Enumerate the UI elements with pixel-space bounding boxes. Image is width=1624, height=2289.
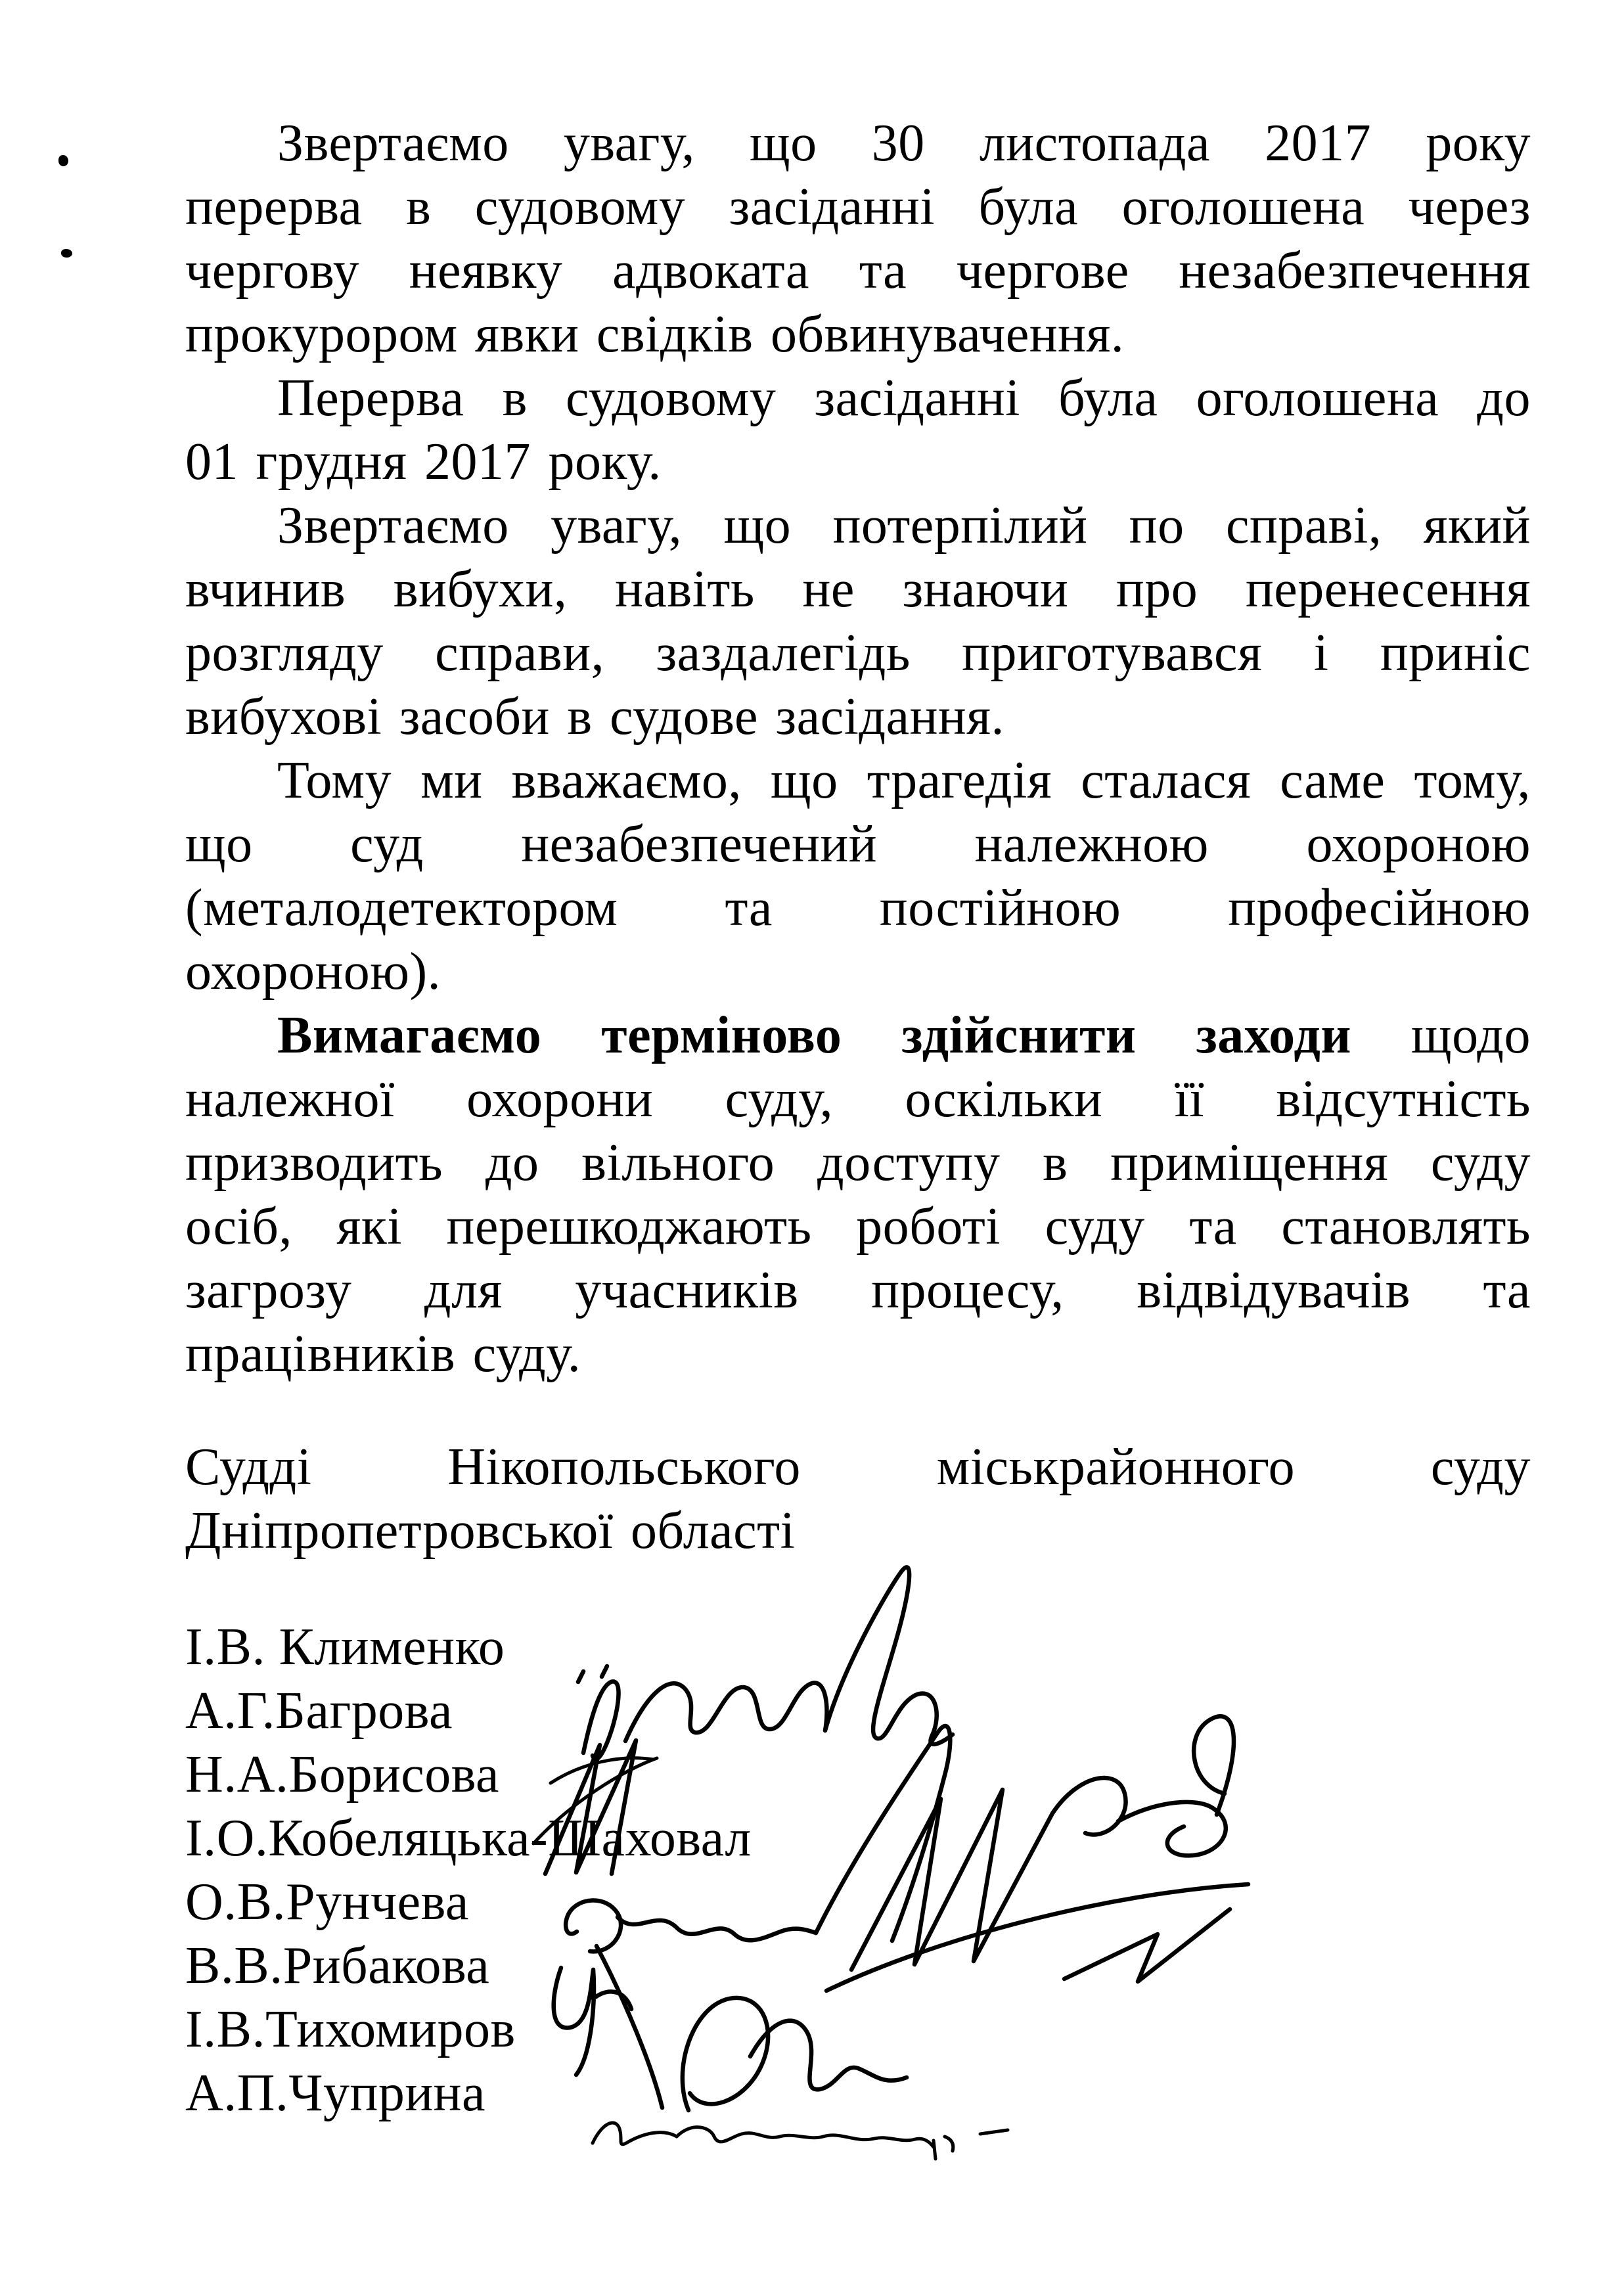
text-segment: працівників суду.	[185, 1325, 581, 1383]
judge-name: В.В.Рибакова	[185, 1937, 490, 1995]
text-line	[185, 1004, 1531, 1068]
text-line	[185, 940, 1531, 1004]
text-segment: Звертаємо увагу, що 30 листопада 2017 року	[277, 114, 1531, 172]
text-segment: Перерва в судовому засіданні була оголошена до	[277, 369, 1531, 427]
text-segment: прокурором явки свідків обвинувачення.	[185, 306, 1125, 363]
text-line	[185, 1499, 1531, 1563]
text-line	[185, 558, 1531, 622]
text-segment: Звертаємо увагу, що потерпілий по справі, який	[277, 497, 1531, 555]
scan-speck	[58, 155, 68, 166]
judge-name: І.В. Клименко	[185, 1618, 505, 1676]
text-line	[185, 1195, 1531, 1259]
text-line	[185, 303, 1531, 367]
text-line	[185, 622, 1531, 685]
signature-stroke	[593, 2123, 953, 2159]
text-line	[185, 813, 1531, 876]
text-segment: 01 грудня 2017 року.	[185, 433, 662, 491]
judges-list	[185, 1616, 1531, 2125]
text-segment: (металодетектором та постійною професійною	[185, 879, 1531, 937]
text-line	[185, 430, 1531, 494]
signoff-block	[185, 1436, 1531, 1563]
text-line	[185, 175, 1531, 239]
text-line	[185, 876, 1531, 940]
text-line	[185, 367, 1531, 430]
judge-name: Н.А.Борисова	[185, 1746, 500, 1803]
text-line	[185, 494, 1531, 558]
judge-name: О.В.Рунчева	[185, 1873, 469, 1931]
signature-stroke	[980, 2130, 1008, 2134]
text-line	[185, 1436, 1531, 1499]
judge-name: А.П.Чуприна	[185, 2064, 485, 2122]
text-segment: чергову неявку адвоката та чергове незабезпечення	[185, 242, 1531, 300]
text-segment: загрозу для учасників процесу, відвідувачів та	[185, 1261, 1531, 1319]
text-line	[185, 1323, 1531, 1386]
text-line	[185, 1068, 1531, 1131]
letter-body	[185, 112, 1531, 1386]
text-line	[185, 749, 1531, 813]
text-segment: осіб, які перешкоджають роботі суду та становлять	[185, 1198, 1531, 1256]
text-line	[185, 239, 1531, 303]
text-segment: розгляду справи, заздалегідь приготувався і приніс	[185, 624, 1531, 682]
judge-name: А.Г.Багрова	[185, 1682, 453, 1740]
text-segment: належної охорони суду, оскільки її відсутність	[185, 1070, 1531, 1128]
letter-content	[185, 112, 1531, 2125]
text-segment: вибухові засоби в судове засідання.	[185, 688, 1005, 746]
text-segment: щодо	[1351, 1007, 1531, 1064]
text-segment: перерва в судовому засіданні була оголошена через	[185, 178, 1531, 236]
bold-text-segment: Вимагаємо терміново здійснити заходи	[277, 1007, 1351, 1064]
text-segment: Дніпропетровської області	[185, 1502, 796, 1560]
text-segment: вчинив вибухи, навіть не знаючи про перенесення	[185, 560, 1531, 618]
judge-name: І.В.Тихомиров	[185, 2001, 516, 2058]
text-segment: призводить до вільного доступу в приміщення суду	[185, 1134, 1531, 1192]
text-line	[185, 1131, 1531, 1195]
text-line	[185, 685, 1531, 749]
text-line	[185, 112, 1531, 175]
text-segment: що суд незабезпечений належною охороною	[185, 815, 1531, 873]
text-segment: Тому ми вважаємо, що трагедія сталася саме тому,	[277, 752, 1531, 809]
text-line	[185, 1259, 1531, 1323]
scan-speck	[61, 249, 72, 258]
text-segment: охороною).	[185, 943, 441, 1001]
text-segment: Судді Нікопольського міськрайонного суду	[185, 1438, 1531, 1496]
judge-name: І.О.Кобеляцька-Шаховал	[185, 1809, 752, 1867]
